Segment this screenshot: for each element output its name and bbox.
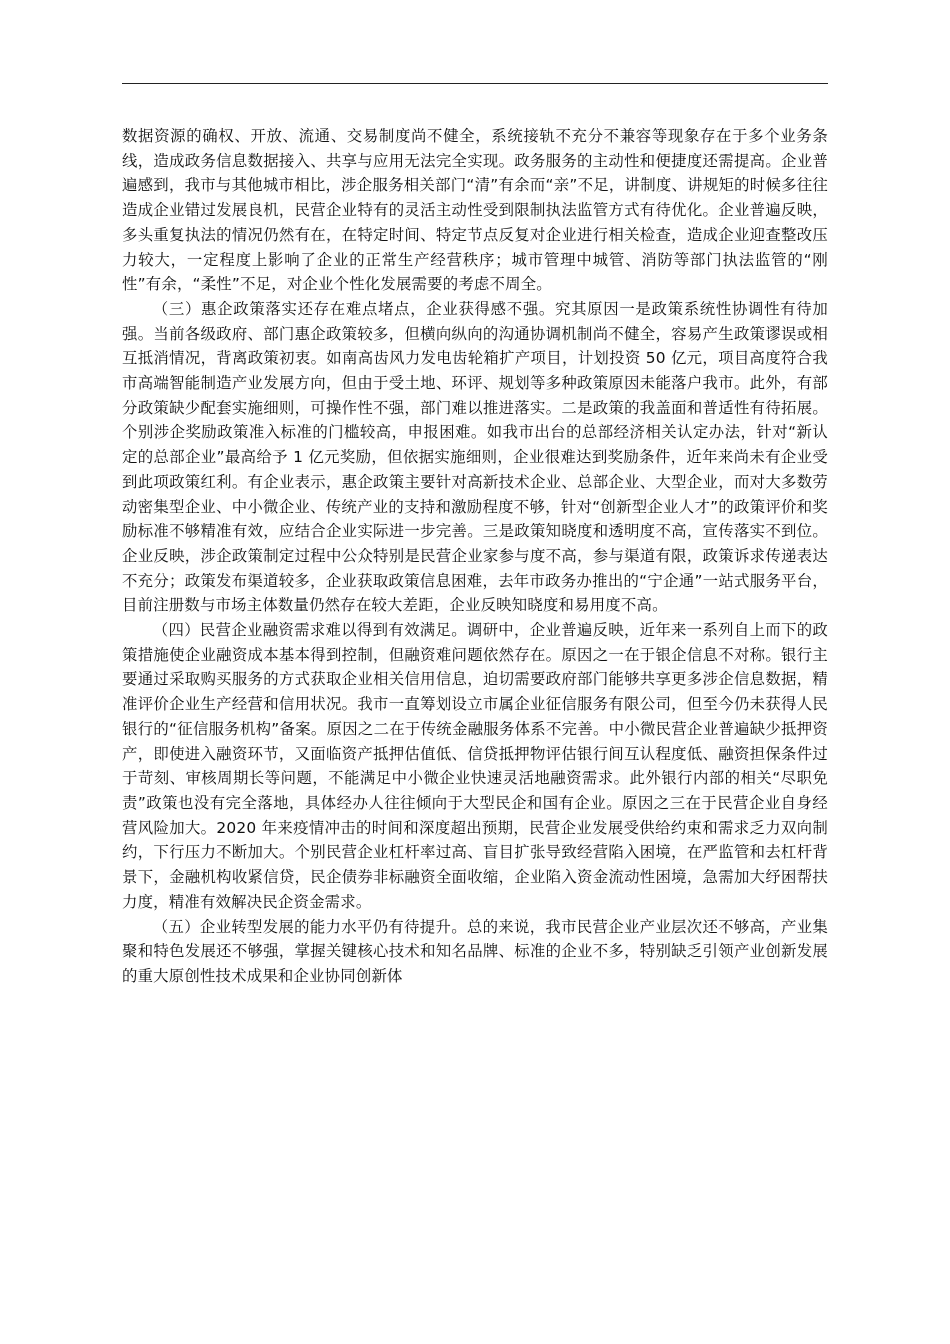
header-rule (122, 83, 828, 84)
paragraph-section-4-financing: （四）民营企业融资需求难以得到有效满足。调研中，企业普遍反映，近年来一系列自上而下的政策措施使企业融资成本基本得到控制，但融资难问题依然存在。原因之一在于银企信息不对称。银行主要通过采取购买服务的方式获取企业相关信用信息，迫切需要政府部门能够共享更多涉企信息数据，精准评价企业生产经营和信用状况。我市一直筹划设立市属企业征信服务有限公司，但至今仍未获得人民银行的“征信服务机构”备案。原因之二在于传统金融服务体系不完善。中小微民营企业普遍缺少抵押资产，即使进入融资环节，又面临资产抵押估值低、信贷抵押物评估银行间互认程度低、融资担保条件过于苛刻、审核周期长等问题，不能满足中小微企业快速灵活地融资需求。此外银行内部的相关“尽职免责”政策也没有完全落地，具体经办人往往倾向于大型民企和国有企业。原因之三在于民营企业自身经营风险加大。2020 年来疫情冲击的时间和深度超出预期，民营企业发展受供给约束和需求乏力双向制约，下行压力不断加大。个别民营企业杠杆率过高、盲目扩张导致经营陷入困境，在严监管和去杠杆背景下，金融机构收紧信贷，民企债券非标融资全面收缩，企业陷入资金流动性困境，急需加大纾困帮扶力度，精准有效解决民企资金需求。 (122, 621, 828, 911)
paragraph-data-resources: 数据资源的确权、开放、流通、交易制度尚不健全，系统接轨不充分不兼容等现象存在于多个业务条线，造成政务信息数据接入、共享与应用无法完全实现。政务服务的主动性和便捷度还需提高。企业普遍感到，我市与其他城市相比，涉企服务相关部门“清”有余而“亲”不足，讲制度、讲规矩的时候多往往造成企业错过发展良机，民营企业特有的灵活主动性受到限制执法监管方式有待优化。企业普遍反映，多头重复执法的情况仍然有在，在特定时间、特定节点反复对企业进行相关检查，造成企业迎查整改压力较大，一定程度上影响了企业的正常生产经营秩序；城市管理中城管、消防等部门执法监管的“刚性”有余，“柔性”不足，对企业个性化发展需要的考虑不周全。 (122, 127, 828, 294)
paragraph-section-5-transformation: （五）企业转型发展的能力水平仍有待提升。总的来说，我市民营企业产业层次还不够高，产业集聚和特色发展还不够强，掌握关键核心技术和知名品牌、标准的企业不多，特别缺乏引领产业创新发展的重大原创性技术成果和企业协同创新体 (122, 917, 828, 985)
paragraph-section-3-policy: （三）惠企政策落实还存在难点堵点，企业获得感不强。究其原因一是政策系统性协调性有待加强。当前各级政府、部门惠企政策较多，但横向纵向的沟通协调机制尚不健全，容易产生政策谬误或相互抵消情况，背离政策初衷。如南高齿风力发电齿轮箱扩产项目，计划投资 50 亿元，项目高度符合我市高端智能制造产业发展方向，但由于受土地、环评、规划等多种政策原因未能落户我市。此外，有部分政策缺少配套实施细则，可操作性不强，部门难以推进落实。二是政策的我盖面和普适性有待拓展。个别涉企奖励政策准入标准的门槛较高，申报困难。如我市出台的总部经济相关认定办法，针对“新认定的总部企业”最高给予 1 亿元奖励，但依据实施细则，企业很难达到奖励条件，近年来尚未有企业受到此项政策红利。有企业表示，惠企政策主要针对高新技术企业、总部企业、大型企业，而对大多数劳动密集型企业、中小微企业、传统产业的支持和激励程度不够，针对“创新型企业人才”的政策评价和奖励标准不够精准有效，应结合企业实际进一步完善。三是政策知晓度和透明度不高，宣传落实不到位。企业反映，涉企政策制定过程中公众特别是民营企业家参与度不高，参与渠道有限，政策诉求传递表达不充分；政策发布渠道较多，企业获取政策信息困难，去年市政务办推出的“宁企通”一站式服务平台，目前注册数与市场主体数量仍然存在较大差距，企业反映知晓度和易用度不高。 (122, 299, 828, 615)
document-body (122, 124, 828, 989)
